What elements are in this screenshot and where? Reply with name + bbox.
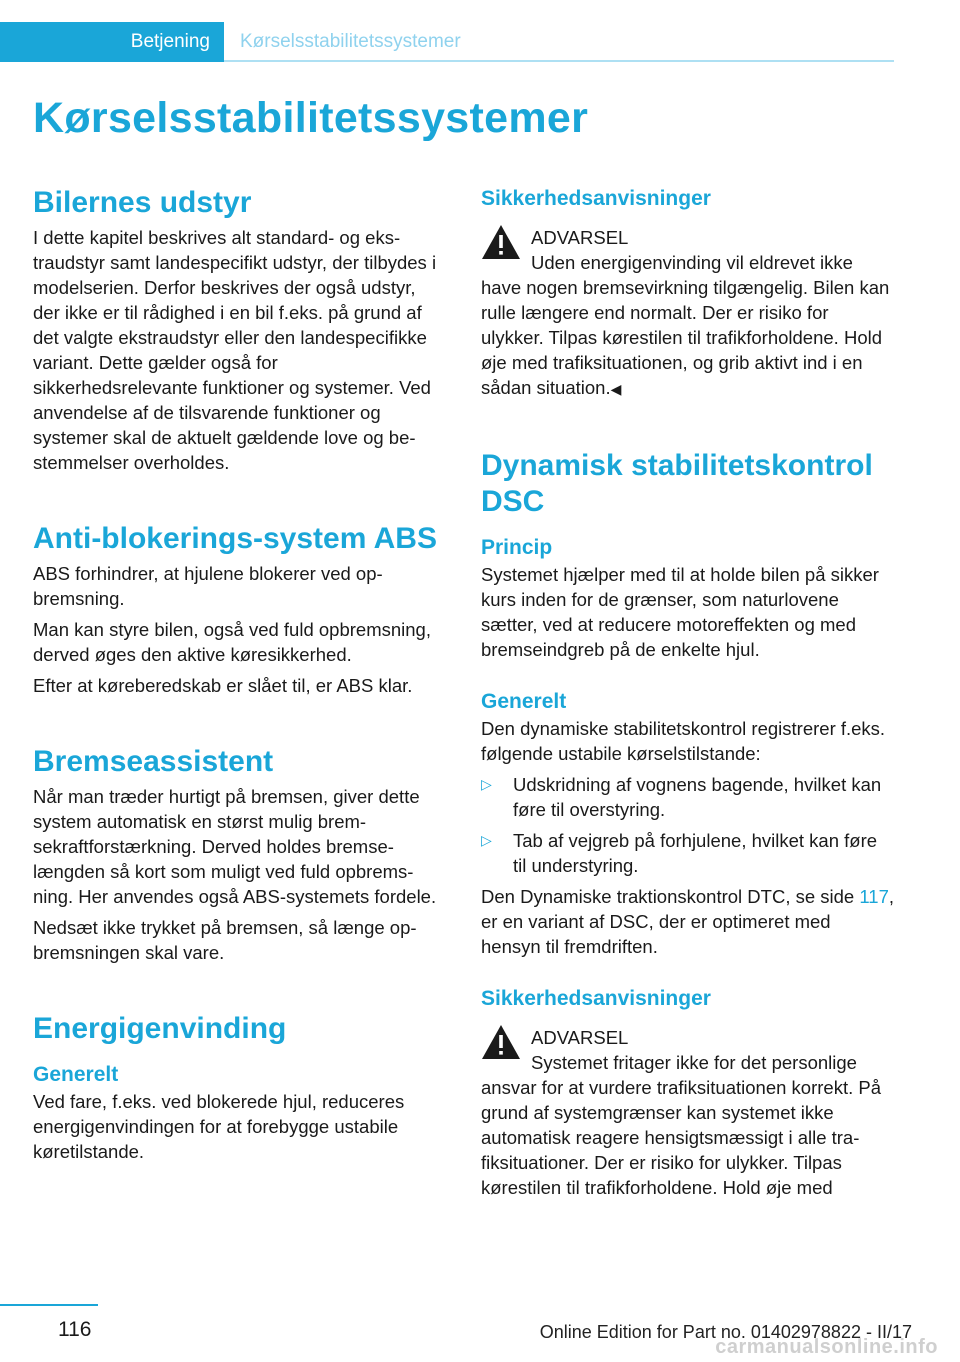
warning-box-1 bbox=[481, 221, 895, 402]
bullet-arrow-icon: ▷ bbox=[481, 832, 492, 848]
warning-box-2 bbox=[481, 1021, 895, 1200]
heading-energigenvinding: Energigenvinding bbox=[33, 1012, 287, 1045]
warning-triangle-icon bbox=[481, 1024, 521, 1060]
header-section-tab bbox=[0, 22, 224, 62]
abs-paragraph-2: Man kan styre bilen, også ved fuld opbremsning, derved øges den aktive køresikkerhed. bbox=[33, 619, 431, 665]
header-topic bbox=[240, 22, 461, 62]
list-item bbox=[481, 772, 895, 822]
warning-title-2: ADVARSEL bbox=[531, 1027, 629, 1048]
warning-triangle-icon bbox=[481, 224, 521, 260]
subheading-energi-generelt: Generelt bbox=[33, 1063, 119, 1086]
subheading-sikkerhedsanvisninger-1: Sikkerhedsanvisninger bbox=[481, 187, 711, 210]
watermark: carmanualsonline.info bbox=[715, 1336, 938, 1358]
abs-paragraph-3: Efter at køreberedskab er slået til, er ABS klar. bbox=[33, 675, 413, 696]
end-marker-icon: ◀ bbox=[610, 381, 622, 397]
warning-text-2: Systemet fritager ikke for det personlige ansvar for at vurdere trafiksituationen korrekt. På grund af systemgrænser kan systemet ikke automatisk reagere hensigtsmæssigt i alle trafiksituationer. Der er risiko for ulykker. Tilpas kørestilen til trafikforholdene. Hold øje med bbox=[481, 1052, 881, 1198]
list-item-text: Udskridning af vognens bagende, hvilket kan føre til overstyring. bbox=[513, 774, 882, 820]
subheading-princip: Princip bbox=[481, 536, 553, 559]
abs-paragraph-1: ABS forhindrer, at hjulene blokerer ved opbremsning. bbox=[33, 563, 383, 609]
bremse-paragraph-1: Når man træder hurtigt på bremsen, giver dette system automatisk en størst mulig bremsekraftforstærkning. Derved holdes bremselængden så kort som muligt ved fuld opbremsning. Her anvendes også ABS-systemets fordele. bbox=[33, 786, 437, 907]
list-item-text: Tab af vejgreb på forhjulene, hvilket kan føre til understyring. bbox=[513, 830, 878, 876]
heading-abs: Anti-blokerings-system ABS bbox=[33, 522, 437, 555]
subheading-sikkerhedsanvisninger-2: Sikkerhedsanvisninger bbox=[481, 987, 711, 1010]
heading-bremseassistent: Bremseassistent bbox=[33, 745, 274, 778]
page-number: 116 bbox=[58, 1318, 92, 1341]
left-column bbox=[33, 185, 447, 1170]
dtc-text: Den Dynamiske traktionskontrol DTC, se side 117, er en variant af DSC, der er optimeret med hensyn til fremdriften. bbox=[481, 886, 894, 957]
bullet-arrow-icon: ▷ bbox=[481, 776, 492, 792]
header-section-label: Betjening bbox=[130, 31, 210, 52]
warning-text-1: Uden energigenvinding vil eldrevet ikke have nogen bremsevirkning tilgængelig. Bilen kan rulle længere end normalt. Der er risiko for ulykker. Tilpas kørestilen til trafikforholdene. Hold øje med trafiksituationen, og grib aktivt ind i en sådan situation.◀ bbox=[481, 252, 890, 398]
energi-text: Ved fare, f.eks. ved blokerede hjul, reduceres energigenvindingen for at forebygge ustabile køretilstande. bbox=[33, 1091, 405, 1162]
heading-bilernes-udstyr: Bilernes udstyr bbox=[33, 186, 252, 219]
heading-dsc: Dynamisk stabilitetskontrol DSC bbox=[481, 449, 873, 518]
right-column bbox=[481, 185, 895, 1206]
list-item bbox=[481, 828, 895, 878]
princip-text: Systemet hjælper med til at holde bilen på sikker kurs inden for de grænser, som naturlovene sætter, ved at reducere motoreffekten og med bremseindgreb på de enkelte hjul. bbox=[481, 564, 879, 660]
header-divider bbox=[224, 60, 894, 62]
udstyr-text: I dette kapitel beskrives alt standard- og ekstraudstyr samt landespecifikt udstyr, der tilbydes i modelserien. Derfor beskrives der også udstyr, der ikke er til rådighed i en bil f.eks. på grund af det valgte ekstraudstyr eller den landespecifikke variant. Dette gælder også for sikkerhedsrelevante funktioner og systemer. Ved anvendelse af de tilsvarende funktioner og systemer skal de aktuelt gældende love og bestemmelser overholdes. bbox=[33, 227, 437, 473]
subheading-dsc-generelt: Generelt bbox=[481, 690, 567, 713]
footer-divider bbox=[0, 1304, 98, 1306]
warning-title-1: ADVARSEL bbox=[531, 227, 629, 248]
header-topic-label: Kørselsstabilitetssystemer bbox=[240, 31, 461, 52]
generelt-intro: Den dynamiske stabilitetskontrol registrerer f.eks. følgende ustabile kørselstilstande: bbox=[481, 718, 886, 764]
edition-note: Online Edition for Part no. 01402978822 - II/17 bbox=[539, 1322, 912, 1342]
page-link-117[interactable]: 117 bbox=[859, 886, 889, 907]
page-title: Kørselsstabilitetssystemer bbox=[33, 94, 589, 142]
bremse-paragraph-2: Nedsæt ikke trykket på bremsen, så længe opbremsningen skal vare. bbox=[33, 917, 417, 963]
